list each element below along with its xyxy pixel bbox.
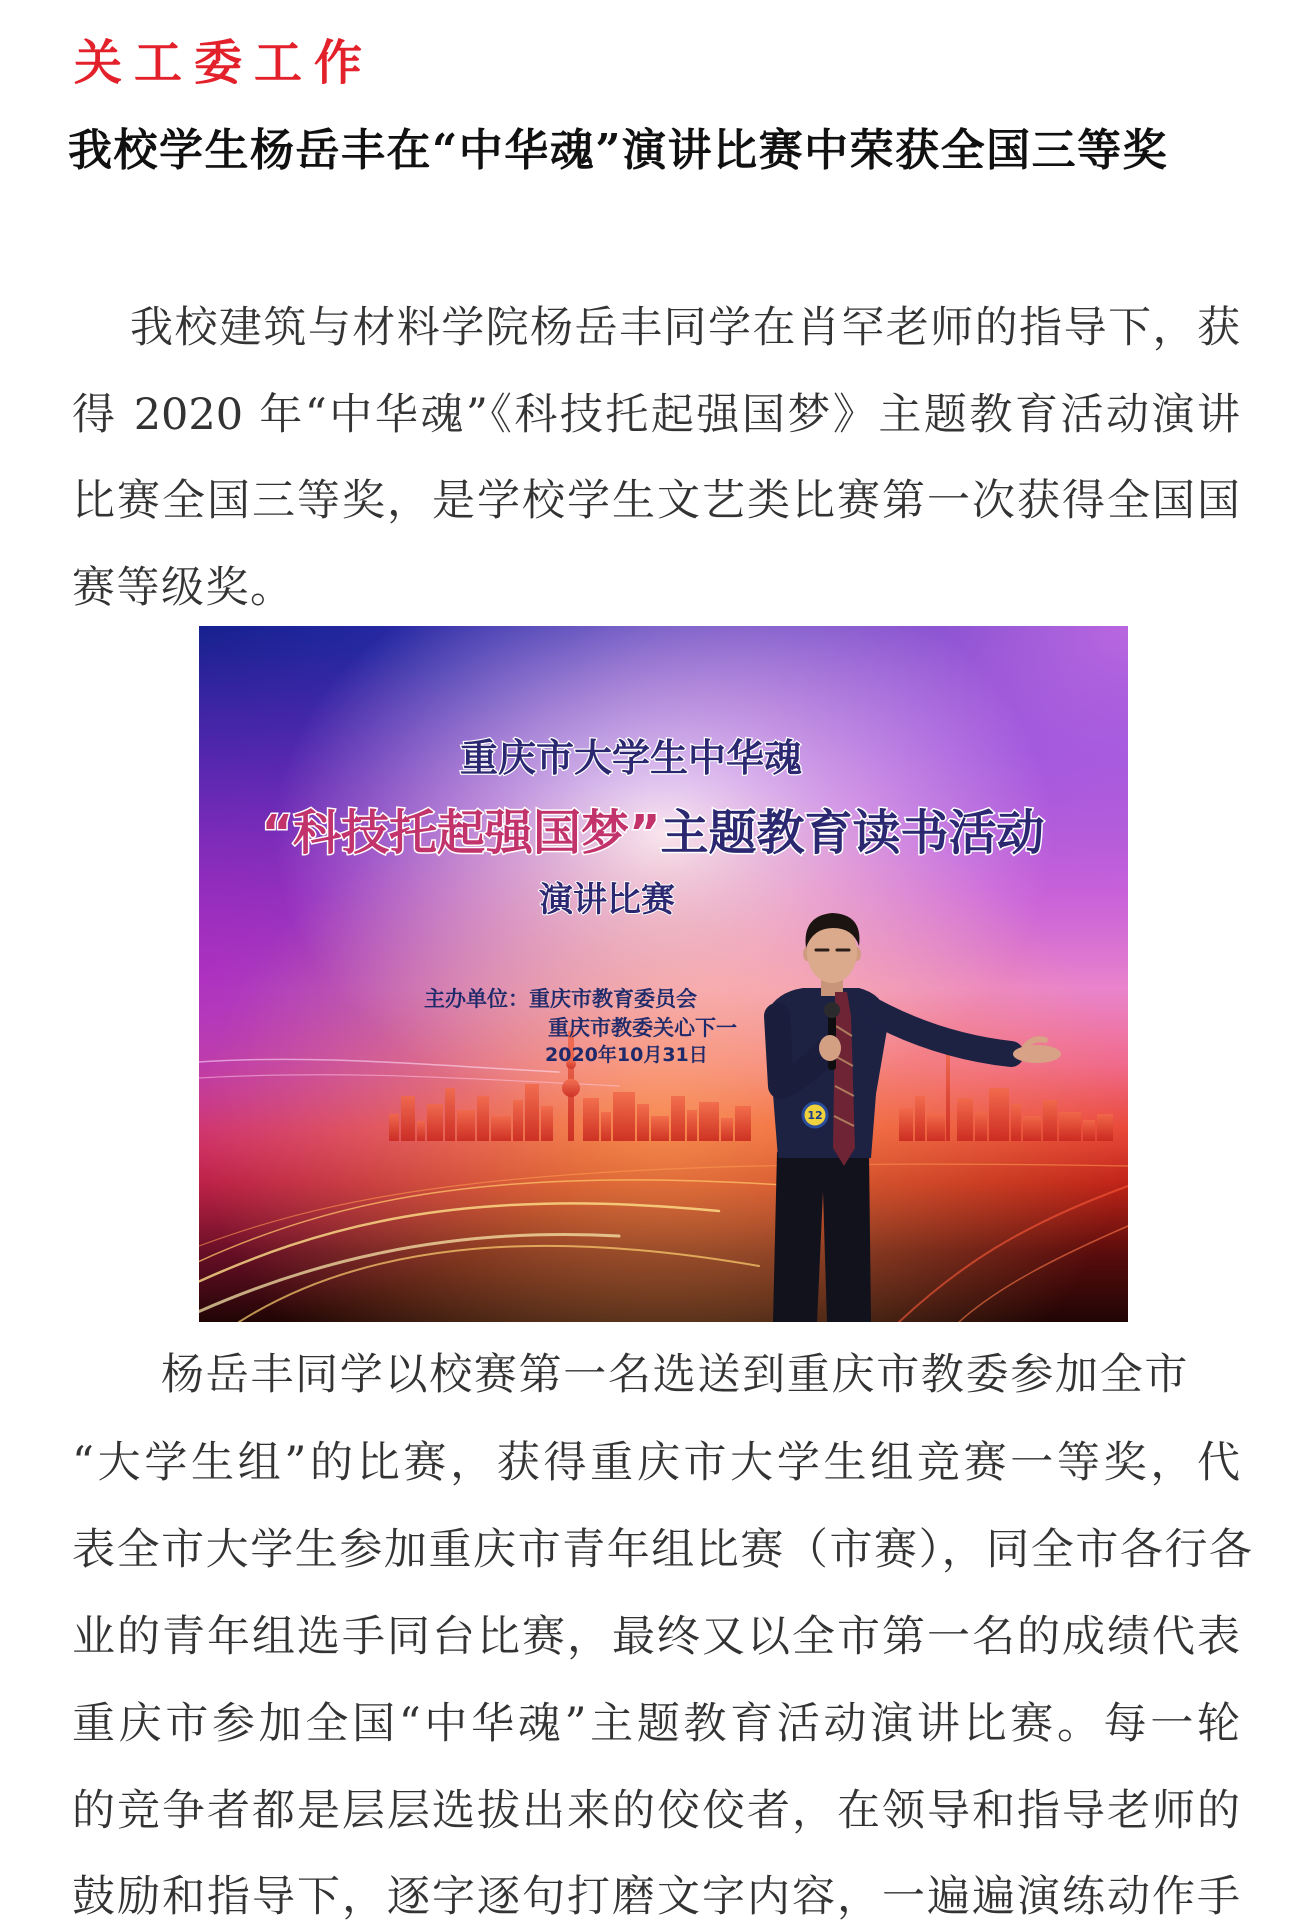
skyline-building — [583, 1098, 599, 1141]
paragraph-1-line-4: 赛等级奖。 — [72, 563, 295, 613]
screen-title-line-3: 演讲比赛 — [539, 880, 675, 920]
right-tower-spire — [946, 1046, 950, 1141]
skyline-building — [525, 1084, 539, 1141]
skyline-building — [975, 1112, 987, 1141]
skyline-building — [445, 1088, 455, 1141]
article-title: 我校学生杨岳丰在“中华魂”演讲比赛中荣获全国三等奖 — [68, 125, 1169, 176]
skyline-building — [989, 1088, 1009, 1141]
paragraph-2-line-1: 杨岳丰同学以校赛第一名选送到重庆市教委参加全市 — [161, 1350, 1190, 1400]
paragraph-2-line-7: 鼓励和指导下，逐字逐句打磨文字内容，一遍遍演练动作手 — [72, 1872, 1240, 1922]
skyline-building — [491, 1116, 511, 1141]
screen-date: 2020年10月31日 — [545, 1044, 708, 1066]
skyline-building — [699, 1102, 719, 1141]
screen-title-line-2 — [261, 805, 1044, 861]
skyline-building — [651, 1116, 669, 1141]
microphone-head — [824, 1002, 840, 1018]
screen-title-theme: 主题教育读书活动 — [660, 805, 1045, 861]
speaker-open-hand — [1013, 1045, 1061, 1063]
skyline-building — [637, 1104, 649, 1141]
skyline-building — [1083, 1120, 1095, 1141]
skyline-building — [1059, 1112, 1081, 1141]
paragraph-2-line-3: 表全市大学生参加重庆市青年组比赛（市赛），同全市各行各 — [72, 1525, 1252, 1575]
skyline-building — [427, 1104, 443, 1141]
badge-number: 12 — [807, 1109, 823, 1122]
paragraph-1-line-2: 得 2020 年“中华魂”《科技托起强国梦》主题教育活动演讲 — [72, 390, 1240, 440]
skyline-building — [927, 1114, 945, 1141]
skyline-building — [613, 1092, 635, 1141]
paragraph-2-line-6: 的竞争者都是层层选拔出来的佼佼者，在领导和指导老师的 — [72, 1786, 1240, 1836]
skyline-building — [417, 1121, 425, 1141]
screen-title-line-1: 重庆市大学生中华魂 — [459, 736, 803, 780]
paragraph-2-line-4: 业的青年组选手同台比赛，最终又以全市第一名的成绩代表 — [72, 1612, 1240, 1662]
screen-title-slogan: “科技托起强国梦” — [261, 805, 661, 861]
skyline-building — [1097, 1114, 1113, 1141]
skyline-building — [601, 1112, 611, 1141]
paragraph-2-line-2: “大学生组”的比赛，获得重庆市大学生组竞赛一等奖，代 — [72, 1438, 1240, 1488]
paragraph-1-line-1: 我校建筑与材料学院杨岳丰同学在肖罕老师的指导下，获 — [130, 303, 1240, 353]
contestant-badge — [803, 1103, 827, 1127]
screen-organizer-line-1: 主办单位：重庆市教育委员会 — [424, 987, 697, 1011]
skyline-building — [1023, 1116, 1041, 1141]
paragraph-2-line-5: 重庆市参加全国“中华魂”主题教育活动演讲比赛。每一轮 — [72, 1699, 1240, 1749]
paragraph-1-line-3: 比赛全国三等奖，是学校学生文艺类比赛第一次获得全国国 — [72, 476, 1240, 526]
background-orange-band — [199, 626, 1128, 1322]
screen-organizer-line-2: 重庆市教委关心下一 — [548, 1016, 737, 1040]
skyline-building — [915, 1096, 925, 1141]
section-label: 关工委工作 — [74, 35, 375, 91]
skyline-building — [513, 1100, 523, 1141]
skyline-building — [1011, 1104, 1021, 1141]
event-photo — [199, 626, 1128, 1322]
skyline-building — [477, 1096, 489, 1141]
skyline-building — [899, 1108, 913, 1141]
skyline-building — [957, 1098, 973, 1141]
skyline-building — [687, 1110, 697, 1141]
tv-tower-lower-sphere — [562, 1079, 580, 1097]
skyline-building — [389, 1114, 399, 1141]
stage-screen-background — [199, 626, 1128, 1322]
skyline-building — [721, 1118, 733, 1141]
speaker-hand-on-mic — [819, 1035, 841, 1061]
skyline-building — [735, 1106, 751, 1141]
skyline-building — [671, 1096, 685, 1141]
skyline-building — [541, 1106, 553, 1141]
event-photo-graphic — [199, 626, 1128, 1322]
skyline-building — [457, 1110, 475, 1141]
skyline-building — [1043, 1100, 1057, 1141]
skyline-building — [401, 1096, 415, 1141]
